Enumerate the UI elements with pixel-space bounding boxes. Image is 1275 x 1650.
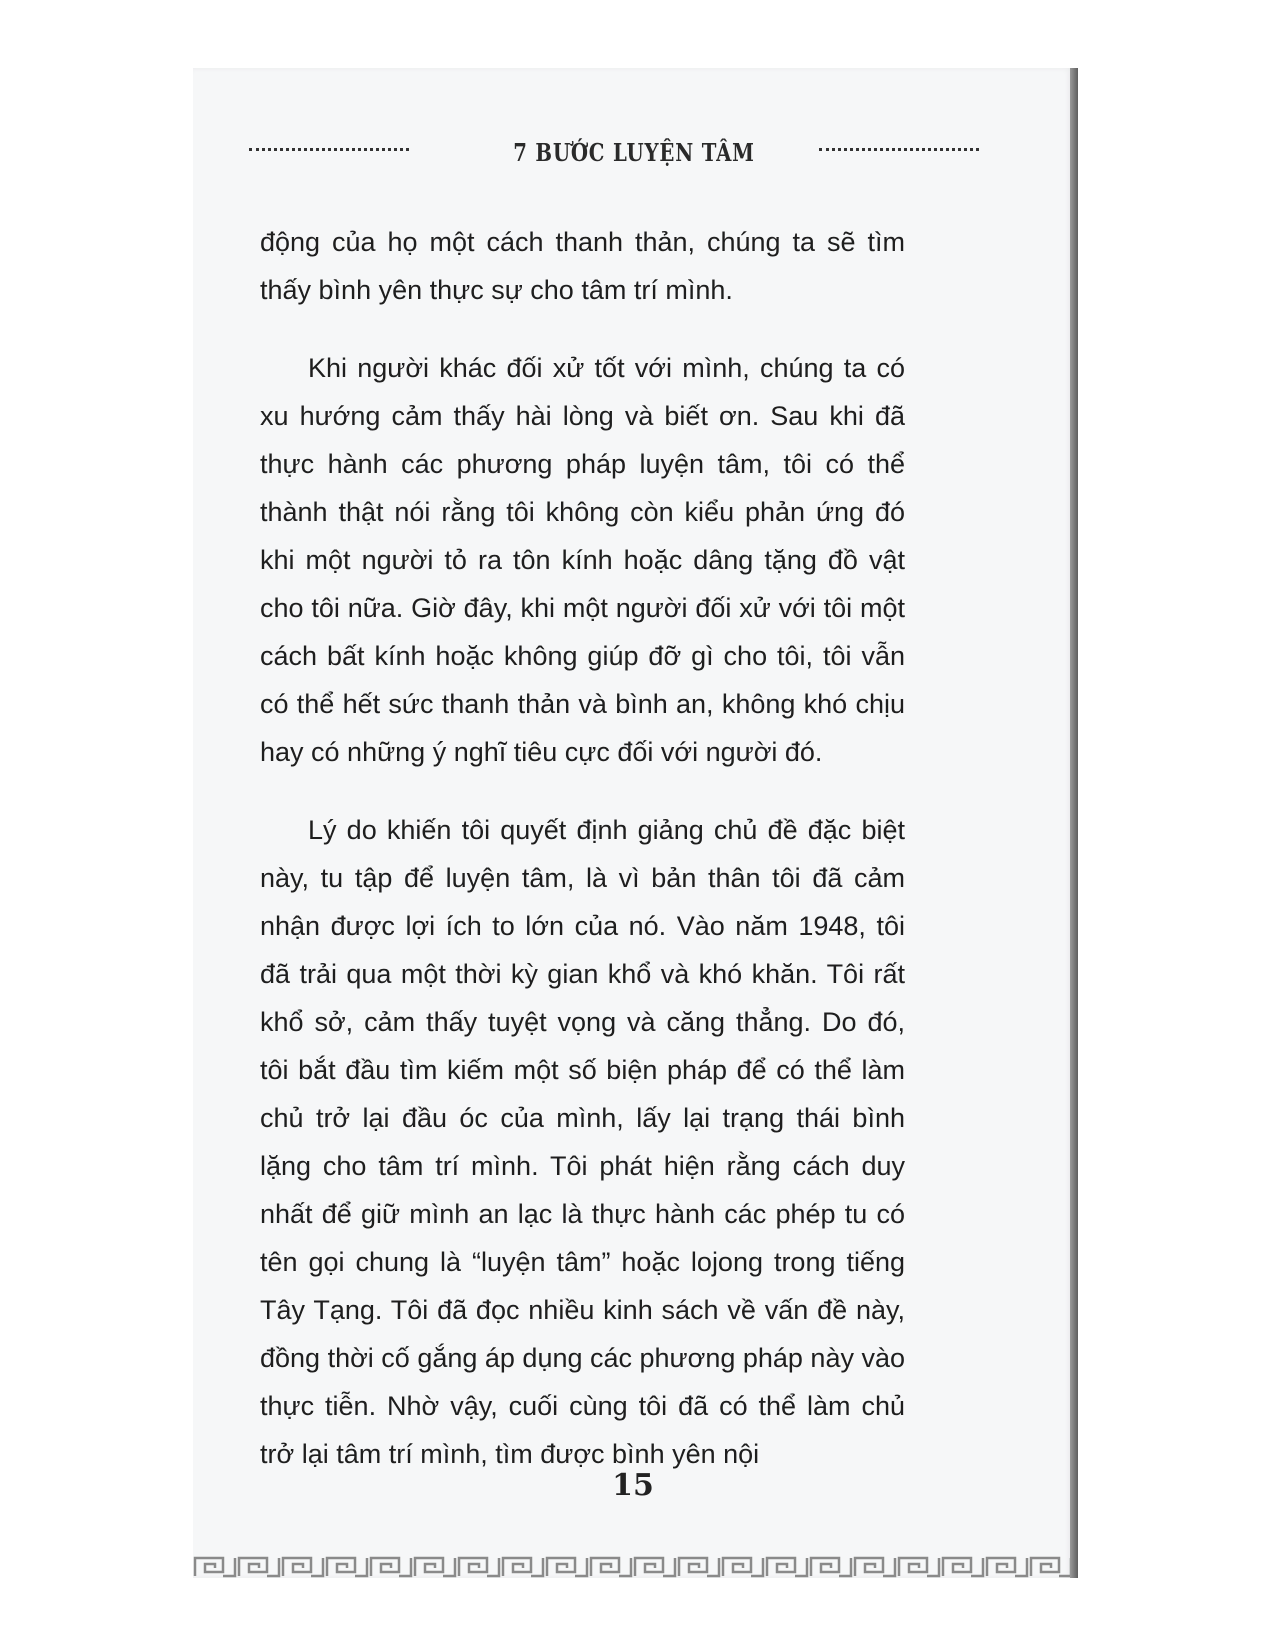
paragraph: Lý do khiến tôi quyết định giảng chủ đề đặc biệt này, tu tập để luyện tâm, là vì bản thân tôi đã cảm nhận được lợi ích to lớn của nó. Vào năm 1948, tôi đã trải qua một thời kỳ gian khổ và khó khăn. Tôi rất khổ sở, cảm thấy tuyệt vọng và căng thẳng. Do đó, tôi bắt đầu tìm kiếm một số biện pháp để có thể làm chủ trở lại đầu óc của mình, lấy lại trạng thái bình lặng cho tâm trí mình. Tôi phát hiện rằng cách duy nhất để giữ mình an lạc là thực hành các phép tu có tên gọi chung là “luyện tâm” hoặc lojong trong tiếng Tây Tạng. Tôi đã đọc nhiều kinh sách về vấn đề này, đồng thời cố gắng áp dụng các phương pháp này vào thực tiễn. Nhờ vậy, cuối cùng tôi đã có thể làm chủ trở lại tâm trí mình, tìm được bình yên nội xyxy=(260,815,905,1469)
greek-key-border xyxy=(193,1554,1073,1578)
paragraph: Khi người khác đối xử tốt với mình, chúng ta có xu hướng cảm thấy hài lòng và biết ơn. Sau khi đã thực hành các phương pháp luyện tâm, tôi có thể thành thật nói rằng tôi không còn kiểu phản ứng đó khi một người tỏ ra tôn kính hoặc dâng tặng đồ vật cho tôi nữa. Giờ đây, khi một người đối xử với tôi một cách bất kính hoặc không giúp đỡ gì cho tôi, tôi vẫn có thể hết sức thanh thản và bình an, không khó chịu hay có những ý nghĩ tiêu cực đối với người đó. xyxy=(260,353,905,767)
greek-key-pattern xyxy=(193,1554,1073,1578)
header-dots-right xyxy=(819,148,979,153)
paragraph-continued: động của họ một cách thanh thản, chúng ta sẽ tìm thấy bình yên thực sự cho tâm trí mình. xyxy=(260,227,905,305)
running-header xyxy=(249,138,1019,178)
page-number: 15 xyxy=(612,1468,654,1503)
body-text xyxy=(260,218,905,1508)
page-edge xyxy=(1070,68,1078,1578)
book-title: 7 BƯỚC LUYỆN TÂM xyxy=(513,138,755,167)
book-page xyxy=(193,68,1073,1578)
